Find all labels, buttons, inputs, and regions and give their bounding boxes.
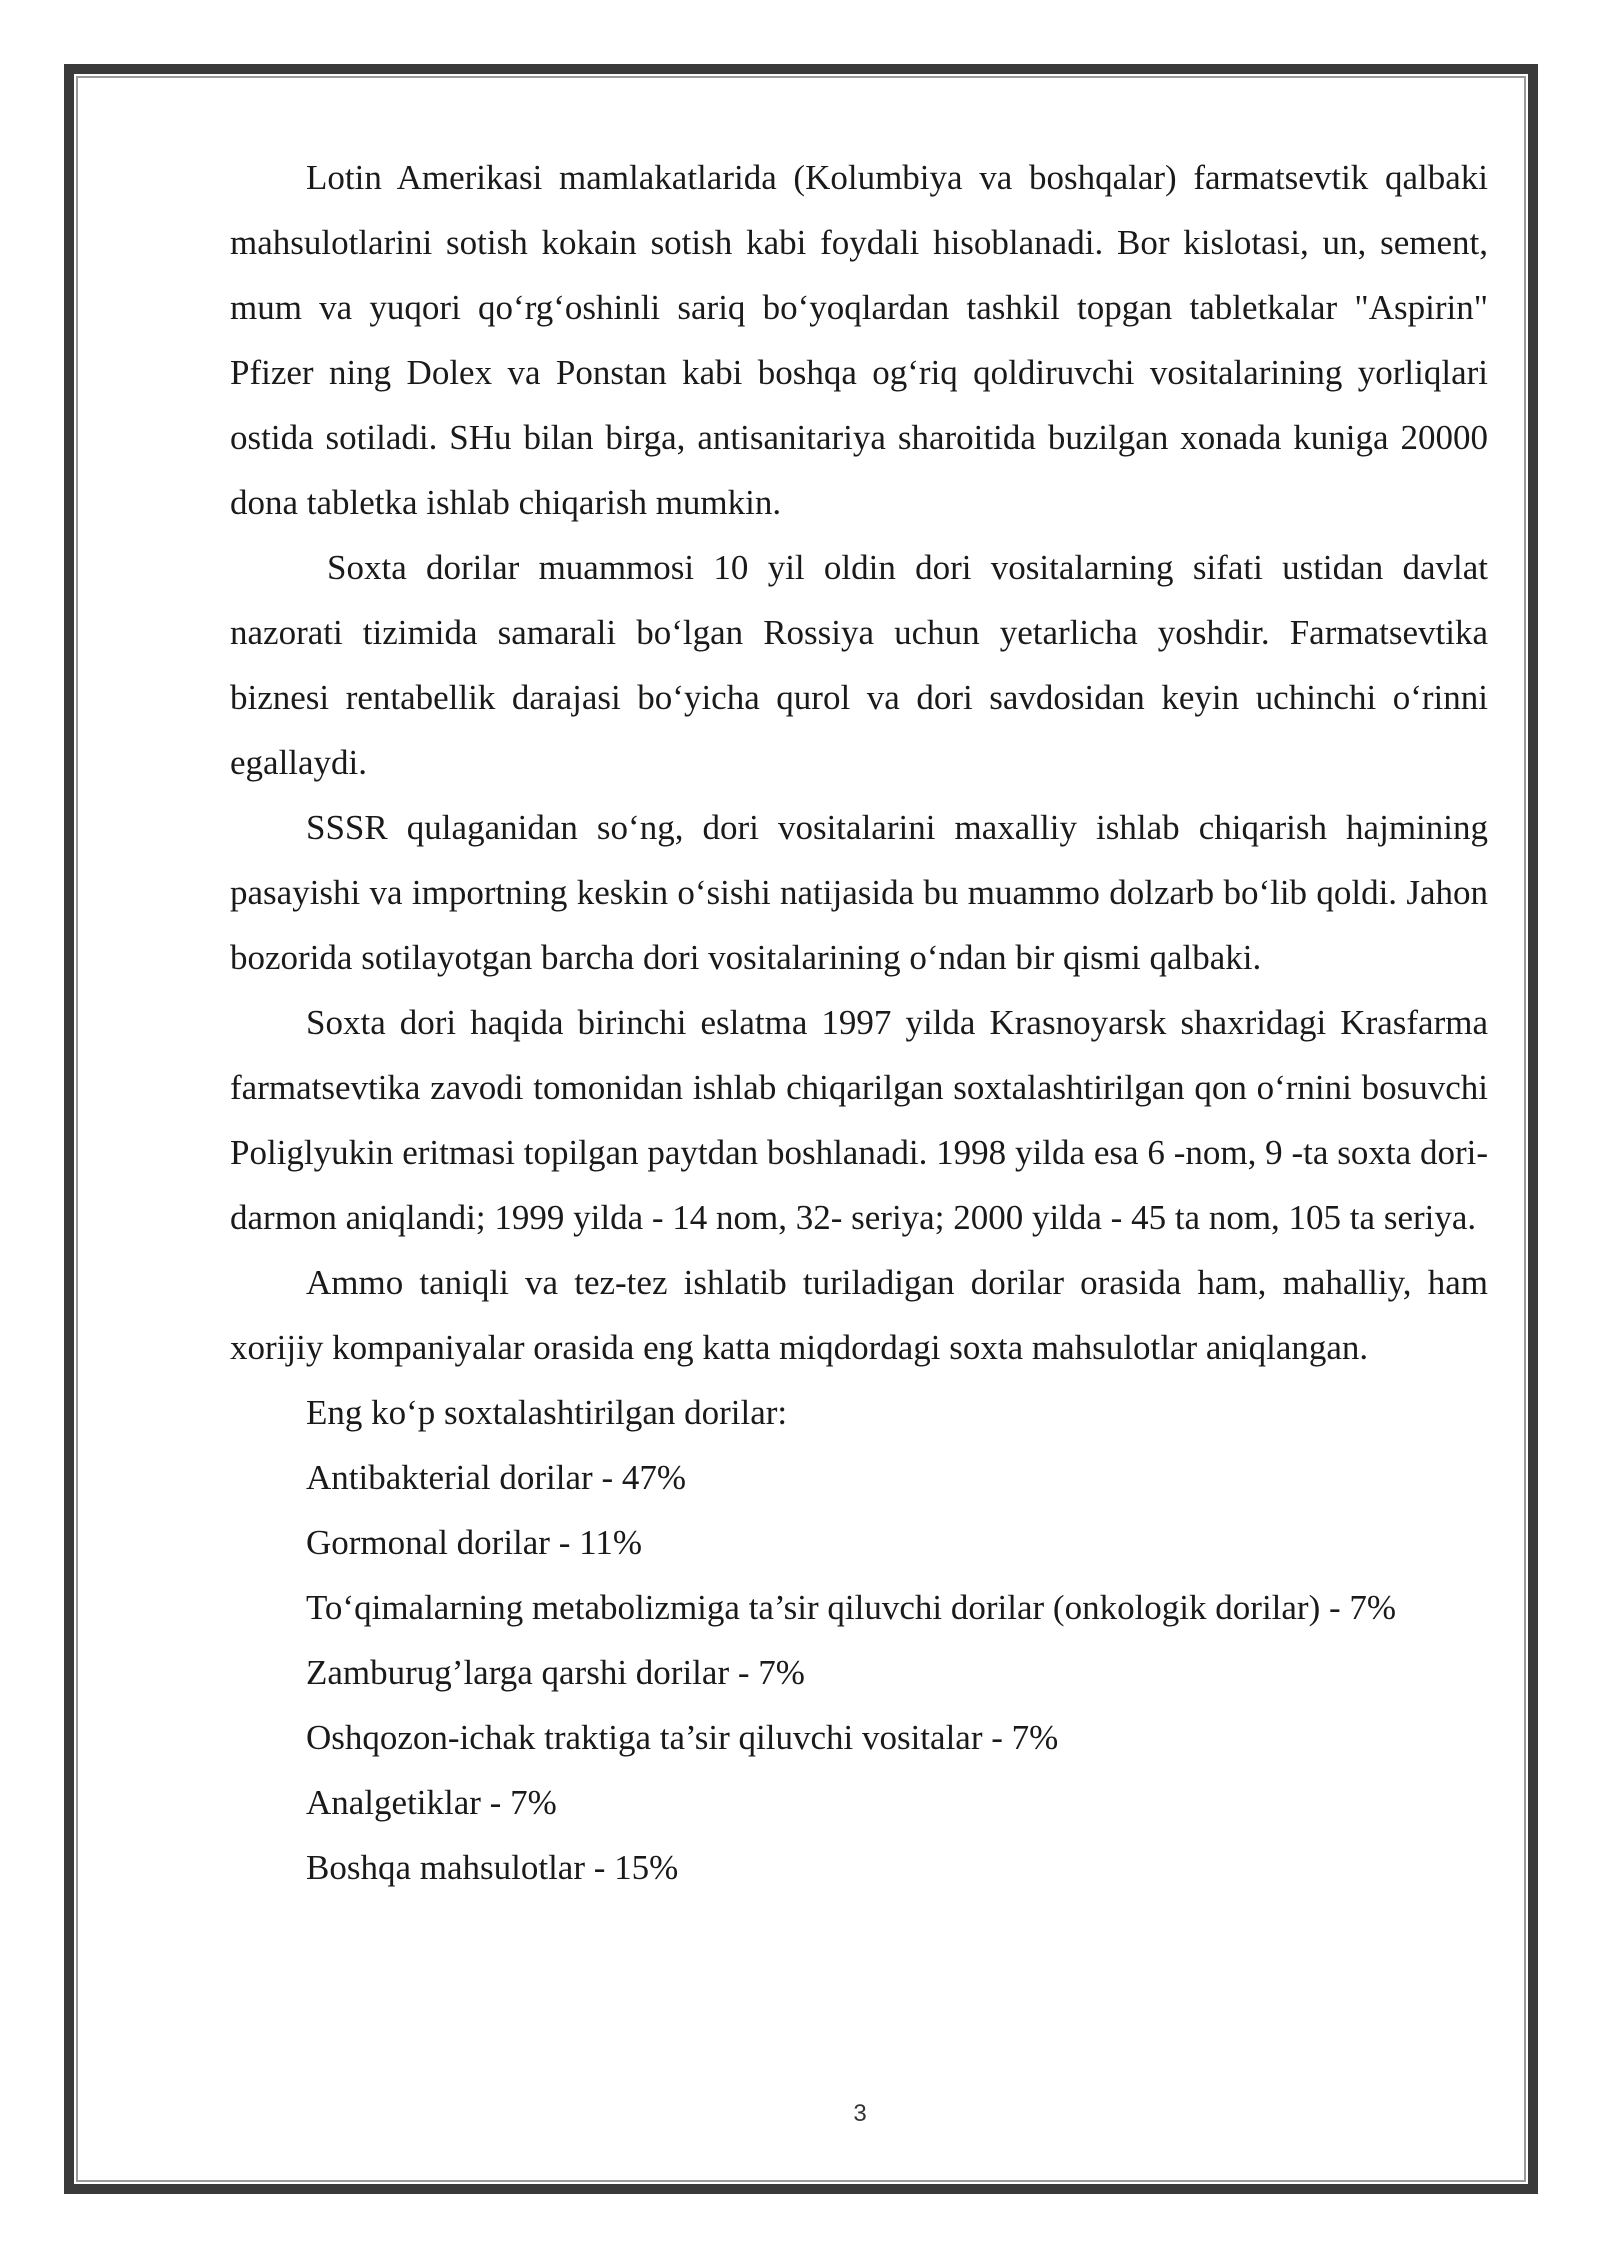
page-number: 3 xyxy=(853,2100,867,2127)
list-item: Antibakterial dorilar - 47% xyxy=(306,1458,687,1497)
counterfeit-drug-list xyxy=(230,1445,1488,1900)
document-body xyxy=(230,145,1488,1900)
paragraph-known-drugs: Ammo taniqli va tez-tez ishlatib turiladigan dorilar orasida ham, mahalliy, ham xorijiy kompaniyalar orasida eng katta miqdordagi soxta mahsulotlar aniqlangan. xyxy=(230,1263,1488,1367)
paragraph-ussr-collapse: SSSR qulaganidan so‘ng, dori vositalarini maxalliy ishlab chiqarish hajmining pasayishi va importning keskin o‘sishi natijasida bu muammo dolzarb bo‘lib qoldi. Jahon bozorida sotilayotgan barcha dori vositalarining o‘ndan bir qismi qalbaki. xyxy=(230,808,1488,977)
list-item: To‘qimalarning metabolizmiga ta’sir qiluvchi dorilar (onkologik dorilar) - 7% xyxy=(306,1588,1397,1627)
list-item: Boshqa mahsulotlar - 15% xyxy=(306,1848,679,1887)
paragraph-first-mention-1997: Soxta dori haqida birinchi eslatma 1997 yilda Krasnoyarsk shaxridagi Krasfarma farmatsevtika zavodi tomonidan ishlab chiqarilgan soxtalashtirilgan qon o‘rnini bosuvchi Poliglyukin eritmasi topilgan paytdan boshlanadi. 1998 yilda esa 6 -nom, 9 -ta soxta dori-darmon aniqlandi; 1999 yilda - 14 nom, 32- seriya; 2000 yilda - 45 ta nom, 105 ta seriya. xyxy=(230,1003,1488,1237)
list-item: Gormonal dorilar - 11% xyxy=(306,1523,642,1562)
paragraph-latin-america: Lotin Amerikasi mamlakatlarida (Kolumbiya va boshqalar) farmatsevtik qalbaki mahsulotlarini sotish kokain sotish kabi foydali hisoblanadi. Bor kislotasi, un, sement, mum va yuqori qo‘rg‘oshinli sariq bo‘yoqlardan tashkil topgan tabletkalar "Aspirin" Pfizer ning Dolex va Ponstan kabi boshqa og‘riq qoldiruvchi vositalarining yorliqlari ostida sotiladi. SHu bilan birga, antisanitariya sharoitida buzilgan xonada kuniga 20000 dona tabletka ishlab chiqarish mumkin. xyxy=(230,158,1488,522)
list-heading: Eng ko‘p soxtalashtirilgan dorilar: xyxy=(306,1393,788,1432)
paragraph-fake-drugs-russia: Soxta dorilar muammosi 10 yil oldin dori vositalarning sifati ustidan davlat nazorati tizimida samarali bo‘lgan Rossiya uchun yetarlicha yoshdir. Farmatsevtika biznesi rentabellik darajasi bo‘yicha qurol va dori savdosidan keyin uchinchi o‘rinni egallaydi. xyxy=(230,548,1488,782)
list-item: Oshqozon-ichak traktiga ta’sir qiluvchi vositalar - 7% xyxy=(306,1718,1059,1757)
list-item: Zamburug’larga qarshi dorilar - 7% xyxy=(306,1653,805,1692)
list-item: Analgetiklar - 7% xyxy=(306,1783,557,1822)
